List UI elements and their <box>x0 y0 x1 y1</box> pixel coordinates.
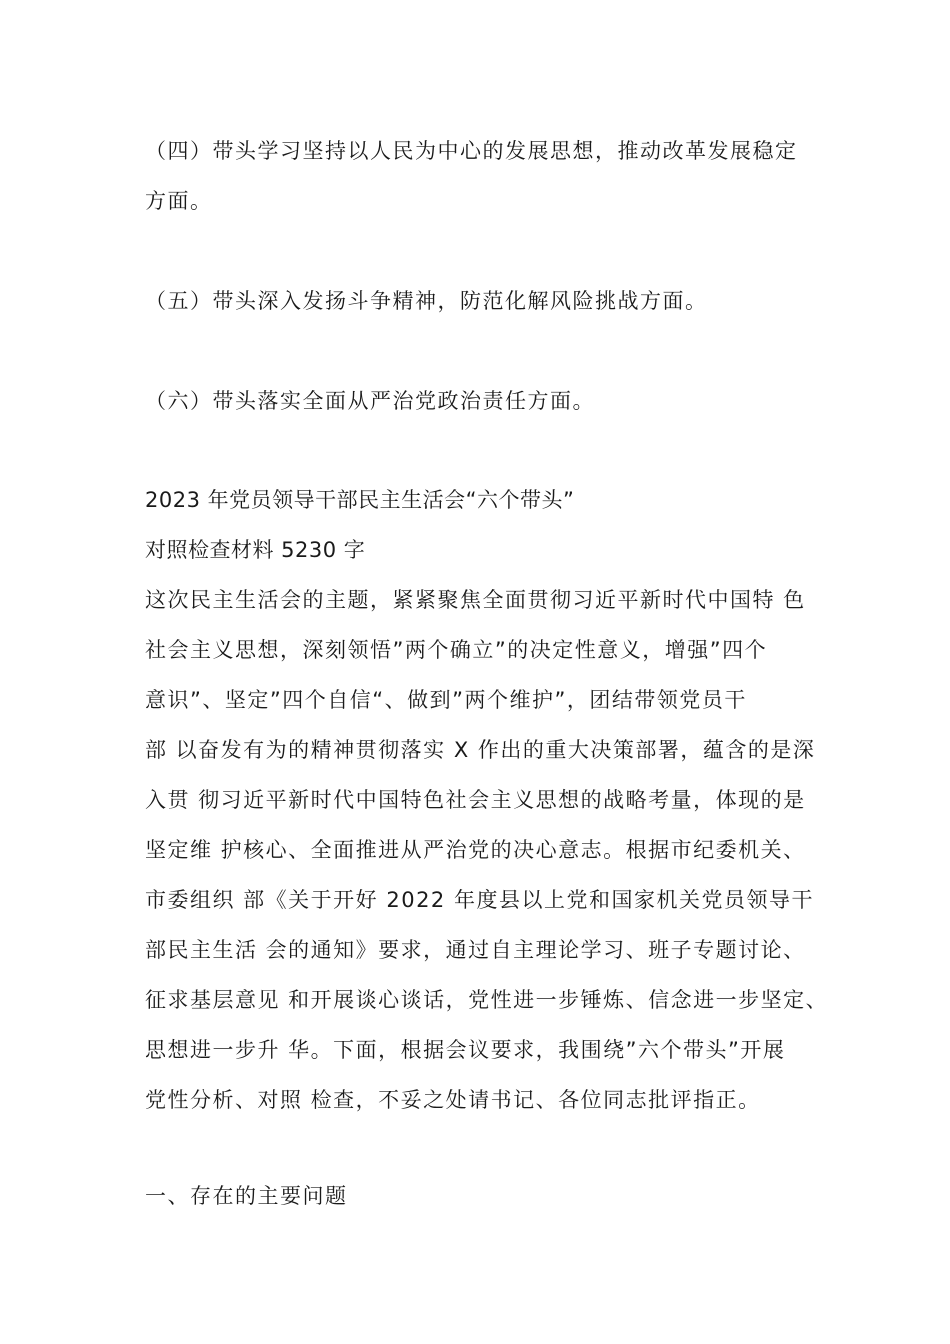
body-line: 坚定维 护核心、全面推进从严治党的决心意志。根据市纪委机关、 <box>145 838 806 862</box>
document-title-line-1: 2023 年党员领导干部民主生活会“六个带头” <box>145 488 575 512</box>
body-line: 党性分析、对照 检查，不妥之处请书记、各位同志批评指正。 <box>145 1088 761 1112</box>
body-line: 征求基层意见 和开展谈心谈话，党性进一步锤炼、信念进一步坚定、 <box>145 988 829 1012</box>
body-line: 社会主义思想，深刻领悟”两个确立”的决定性意义，增强”四个 <box>145 638 768 662</box>
body-line: 部民主生活 会的通知》要求，通过自主理论学习、班子专题讨论、 <box>145 938 806 962</box>
item-6: （六）带头落实全面从严治党政治责任方面。 <box>145 389 595 413</box>
body-line: 思想进一步升 华。下面，根据会议要求，我围绕”六个带头”开展 <box>145 1038 786 1062</box>
item-4-line-1: （四）带头学习坚持以人民为中心的发展思想，推动改革发展稳定 <box>145 139 798 163</box>
body-line: 这次民主生活会的主题，紧紧聚焦全面贯彻习近平新时代中国特 色 <box>145 588 806 612</box>
body-line: 入贯 彻习近平新时代中国特色社会主义思想的战略考量，体现的是 <box>145 788 806 812</box>
item-4-line-2: 方面。 <box>145 189 213 213</box>
body-line: 意识”、坚定”四个自信“、做到”两个维护”，团结带领党员干 <box>145 688 747 712</box>
document-title-line-2: 对照检查材料 5230 字 <box>145 538 366 562</box>
section-heading: 一、存在的主要问题 <box>145 1184 348 1208</box>
body-line: 市委组织 部《关于开好 2022 年度县以上党和国家机关党员领导干 <box>145 888 814 912</box>
item-5: （五）带头深入发扬斗争精神，防范化解风险挑战方面。 <box>145 289 708 313</box>
body-line: 部 以奋发有为的精神贯彻落实 X 作出的重大决策部署，蕴含的是深 <box>145 738 816 762</box>
